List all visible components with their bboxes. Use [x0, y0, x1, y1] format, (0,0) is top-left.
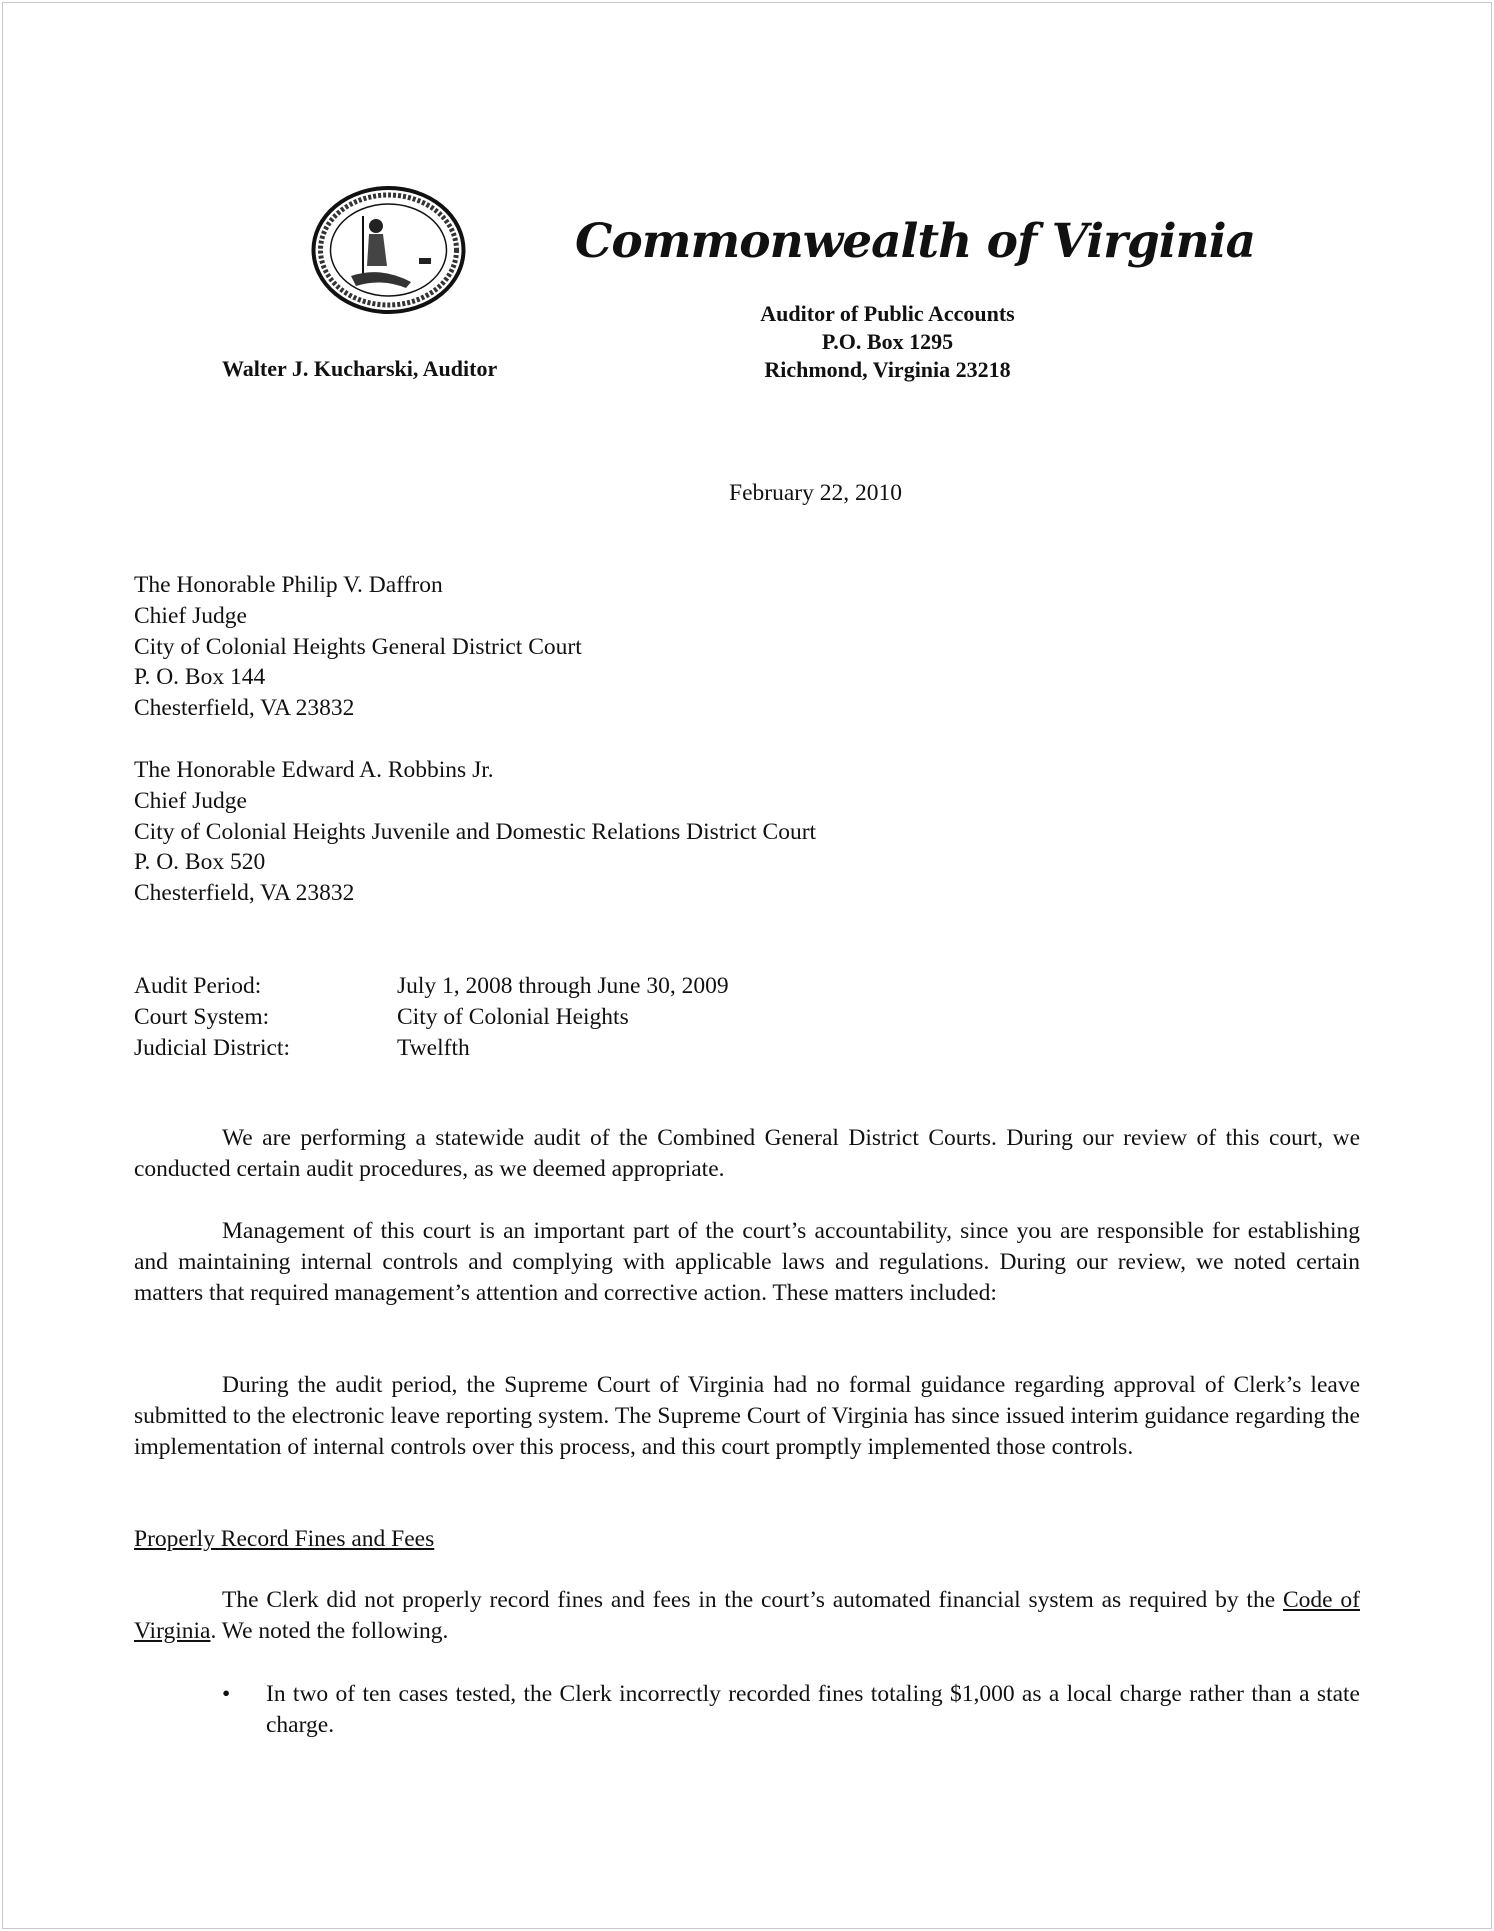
office-po-box: P.O. Box 1295 — [821, 329, 954, 354]
finding-paragraph — [134, 1585, 1360, 1647]
audit-info-row — [134, 1033, 729, 1064]
audit-info-table — [134, 971, 729, 1063]
office-address — [700, 300, 1075, 384]
recipient-name: The Honorable Philip V. Daffron — [134, 572, 443, 598]
recipient-name: The Honorable Edward A. Robbins Jr. — [134, 757, 494, 783]
bullet-item — [222, 1679, 1360, 1741]
paragraph — [134, 1370, 1360, 1462]
audit-info-label: Court System: — [134, 1003, 270, 1030]
recipient-title: Chief Judge — [134, 602, 247, 629]
recipient-court: City of Colonial Heights General District Court — [134, 633, 582, 660]
letter-date: February 22, 2010 — [729, 480, 902, 506]
paragraph — [134, 1123, 1360, 1185]
audit-info-value: July 1, 2008 through June 30, 2009 — [397, 973, 729, 999]
recipient-block-2 — [134, 755, 816, 909]
auditor-name: Walter J. Kucharski, Auditor — [222, 356, 498, 381]
audit-info-label: Judicial District: — [134, 1034, 290, 1061]
code-of-virginia-reference: Code of Virginia — [134, 1587, 1360, 1644]
audit-info-row — [134, 1002, 729, 1033]
audit-info-value: Twelfth — [397, 1034, 470, 1061]
recipient-block-1 — [134, 570, 582, 724]
recipient-court: City of Colonial Heights Juvenile and Domestic Relations District Court — [134, 818, 817, 845]
finding-text-end: . We noted the following. — [210, 1617, 449, 1644]
virginia-seal-logo — [311, 186, 466, 314]
recipient-po-box: P. O. Box 144 — [134, 664, 266, 691]
paragraph-text: During the audit period, the Supreme Court of Virginia had no formal guidance regarding approval of Clerk’s leave submitted to the electronic leave reporting system. The Supreme Court of Virginia has since issued interim guidance regarding the implementation of internal controls over this process, and this court promptly implemented those controls. — [134, 1372, 1360, 1460]
letterhead-title: Commonwealth of Virginia — [575, 214, 1256, 269]
bullet-text: In two of ten cases tested, the Clerk incorrectly recorded fines totaling $1,000 as a local charge rather than a state charge. — [266, 1681, 1360, 1738]
bullet-icon: • — [222, 1681, 231, 1707]
paragraph — [134, 1216, 1360, 1308]
recipient-title: Chief Judge — [134, 787, 247, 814]
audit-info-label: Audit Period: — [134, 973, 262, 999]
audit-info-row — [134, 971, 729, 1002]
recipient-city: Chesterfield, VA 23832 — [134, 695, 355, 722]
section-heading — [134, 1524, 434, 1555]
paragraph-text: Management of this court is an important part of the court’s accountability, since you are responsible for establishing and maintaining internal controls and complying with applicable laws and regulations. During our review, we noted certain matters that required management’s attention and corrective action. These matters included: — [134, 1218, 1360, 1306]
office-name: Auditor of Public Accounts — [760, 301, 1015, 326]
section-heading-text: Properly Record Fines and Fees — [134, 1526, 435, 1552]
audit-info-value: City of Colonial Heights — [397, 1003, 629, 1030]
recipient-city: Chesterfield, VA 23832 — [134, 880, 355, 907]
recipient-po-box: P. O. Box 520 — [134, 849, 266, 876]
paragraph-text: We are performing a statewide audit of the Combined General District Courts. During our review of this court, we conducted certain audit procedures, as we deemed appropriate. — [134, 1125, 1360, 1182]
office-city: Richmond, Virginia 23218 — [764, 357, 1011, 382]
finding-text: The Clerk did not properly record fines and fees in the court’s automated financial system as required by the — [222, 1587, 1283, 1613]
